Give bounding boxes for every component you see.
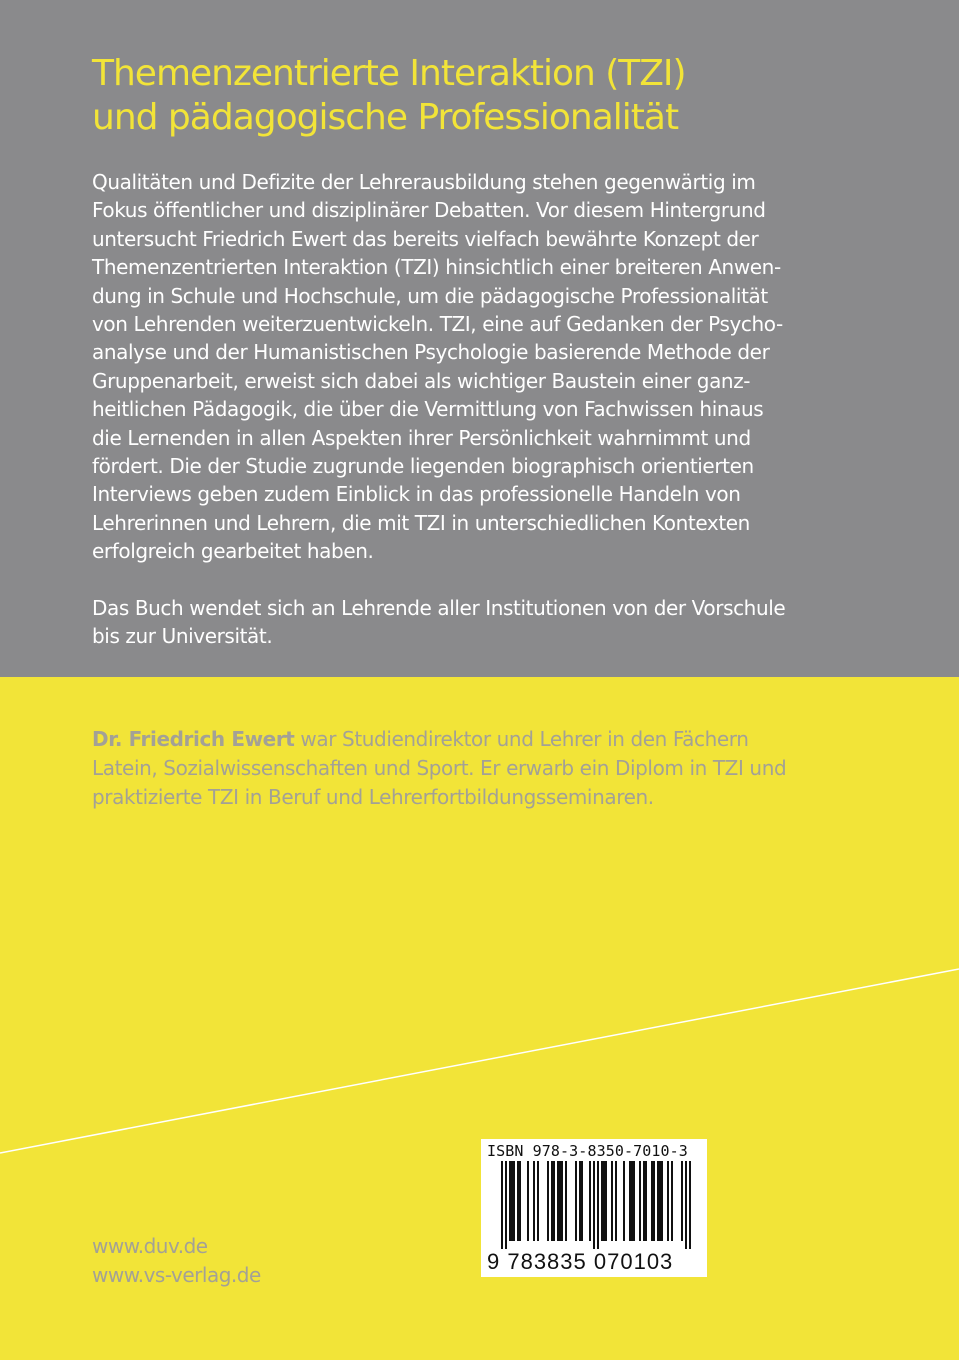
barcode-bar: [533, 1161, 535, 1241]
barcode-bar: [631, 1161, 633, 1241]
barcode-bar: [645, 1161, 647, 1241]
barcode-bar: [597, 1161, 599, 1249]
barcode-bar: [611, 1161, 613, 1241]
barcode-bar: [629, 1161, 631, 1241]
ean-digits: 9 783835 070103: [487, 1249, 674, 1274]
top-grey-panel: [0, 0, 959, 677]
barcode-bar: [527, 1161, 529, 1241]
barcode-bar: [659, 1161, 661, 1241]
barcode-bar: [575, 1161, 577, 1241]
barcode-bar: [559, 1161, 561, 1241]
barcode-bar: [553, 1161, 555, 1241]
description-line: Fokus öffentlicher und disziplinärer Debatten. Vor diesem Hintergrund: [92, 198, 766, 223]
barcode-bar: [605, 1161, 607, 1241]
barcode-bar: [589, 1161, 591, 1241]
barcode-bar: [551, 1161, 553, 1241]
url-vs-verlag[interactable]: www.vs-verlag.de: [92, 1263, 261, 1287]
description-paragraph-1: [92, 168, 872, 566]
barcode-bar: [509, 1161, 511, 1241]
description-line: dung in Schule und Hochschule, um die pädagogische Professionalität: [92, 283, 768, 308]
author-bio-line: praktizierte TZI in Beruf und Lehrerfortbildungsseminaren.: [92, 785, 654, 809]
description-line: Das Buch wendet sich an Lehrende aller Institutionen von der Vorschule: [92, 595, 786, 620]
barcode-bar: [501, 1161, 503, 1249]
barcode-bar: [657, 1161, 659, 1241]
description-line: Lehrerinnen und Lehrern, die mit TZI in unterschiedlichen Kontexten: [92, 510, 750, 535]
barcode-bar: [623, 1161, 625, 1241]
description-line: die Lernenden in allen Aspekten ihrer Persönlichkeit wahrnimmt und: [92, 425, 751, 450]
barcode-bar: [565, 1161, 567, 1241]
barcode-bar: [689, 1161, 691, 1249]
isbn-label: ISBN 978-3-8350-7010-3: [487, 1142, 688, 1160]
book-title: [92, 52, 912, 140]
barcode-bar: [561, 1161, 563, 1241]
barcode-bar: [671, 1161, 673, 1241]
author-bio-line: Latein, Sozialwissenschaften und Sport. Er erwarb ein Diplom in TZI und: [92, 756, 787, 780]
barcode-bar: [547, 1161, 549, 1241]
description-line: bis zur Universität.: [92, 624, 273, 649]
barcode-bar: [579, 1161, 581, 1241]
barcode-bar: [653, 1161, 655, 1241]
description-line: von Lehrenden weiterzuentwickeln. TZI, eine auf Gedanken der Psycho-: [92, 312, 783, 337]
barcode-bar: [639, 1161, 641, 1241]
description-line: analyse und der Humanistischen Psychologie basierende Methode der: [92, 340, 770, 365]
book-description: [92, 168, 872, 651]
author-bio-line: [92, 725, 882, 754]
barcode-bar: [633, 1161, 635, 1241]
barcode-bar: [661, 1161, 663, 1241]
barcode-bar: [519, 1161, 521, 1241]
barcode-bar: [581, 1161, 583, 1241]
description-paragraph-2: [92, 594, 872, 651]
description-line: untersucht Friedrich Ewert das bereits vielfach bewährte Konzept der: [92, 226, 759, 251]
barcode-bar: [557, 1161, 559, 1241]
author-bio-line-1-text: war Studiendirektor und Lehrer in den Fächern: [294, 727, 749, 751]
barcode-bar: [603, 1161, 605, 1241]
publisher-links: [92, 1232, 261, 1290]
barcode-bars: [489, 1161, 701, 1249]
author-bio: [92, 725, 882, 812]
description-line: Qualitäten und Defizite der Lehrerausbildung stehen gegenwärtig im: [92, 170, 756, 194]
barcode-bar: [511, 1161, 513, 1241]
description-line: heitlichen Pädagogik, die über die Vermittlung von Fachwissen hinaus: [92, 397, 764, 422]
author-name: Dr. Friedrich Ewert: [92, 727, 295, 751]
description-line: Themenzentrierten Interaktion (TZI) hinsichtlich einer breiteren Anwen-: [92, 255, 781, 280]
barcode-bar: [667, 1161, 669, 1241]
barcode-bar: [537, 1161, 539, 1241]
barcode-bar: [505, 1161, 507, 1249]
description-line: erfolgreich gearbeitet haben.: [92, 539, 374, 564]
description-line: Gruppenarbeit, erweist sich dabei als wichtiger Baustein einer ganz-: [92, 368, 751, 393]
barcode-bar: [593, 1161, 595, 1249]
description-line: fördert. Die der Studie zugrunde liegenden biographisch orientierten: [92, 454, 754, 479]
barcode-bar: [517, 1161, 519, 1241]
barcode-bar: [601, 1161, 603, 1241]
url-duv[interactable]: www.duv.de: [92, 1234, 208, 1258]
barcode-bar: [685, 1161, 687, 1249]
isbn-barcode: [481, 1139, 707, 1277]
title-line-2: und pädagogische Professionalität: [92, 97, 679, 138]
barcode-bar: [651, 1161, 653, 1241]
title-line-1: Themenzentrierte Interaktion (TZI): [92, 53, 686, 94]
description-line: Interviews geben zudem Einblick in das professionelle Handeln von: [92, 482, 741, 507]
barcode-bar: [615, 1161, 617, 1241]
barcode-bar: [513, 1161, 515, 1241]
barcode-bar: [643, 1161, 645, 1241]
barcode-bar: [681, 1161, 683, 1241]
